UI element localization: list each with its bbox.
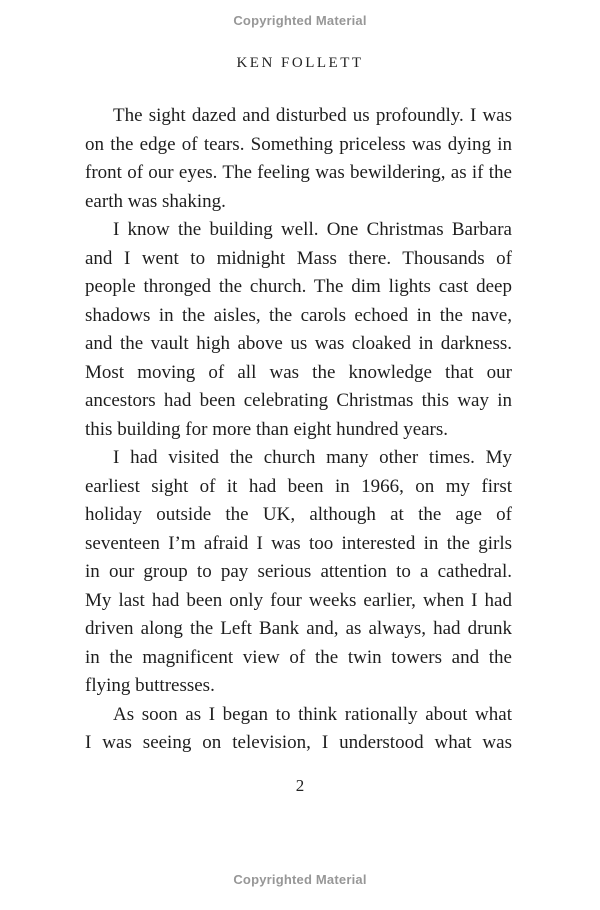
copyright-notice-top: Copyrighted Material — [233, 13, 367, 28]
text-line: shadows in the aisles, the carols echoed in the nave, — [85, 304, 512, 326]
text-line: I know the building well. One Christmas Barbara — [113, 219, 512, 240]
text-line: flying buttresses. — [85, 675, 215, 696]
page-number: 2 — [295, 776, 305, 795]
text-line: this building for more than eight hundred years. — [85, 418, 449, 440]
text-line: My last had been only four weeks earlier, when I had — [85, 589, 512, 611]
text-line: As soon as I began to think rationally about what — [113, 703, 512, 725]
text-line: in the magnificent view of the twin towers and the — [85, 646, 512, 668]
text-line: people thronged the church. The dim lights cast deep — [85, 276, 512, 297]
text-line: seventeen I’m afraid I was too interested in the girls — [85, 532, 512, 554]
text-line: and I went to midnight Mass there. Thousands of — [85, 247, 512, 269]
text-line: I was seeing on television, I understood what was — [85, 732, 512, 753]
paragraph — [85, 102, 512, 216]
running-head-author: KEN FOLLETT — [236, 55, 364, 71]
paragraph — [85, 444, 512, 701]
body-text — [85, 102, 512, 758]
paragraph — [85, 216, 512, 444]
text-line: ancestors had been celebrating Christmas this way in — [85, 390, 512, 411]
text-line: and the vault high above us was cloaked in darkness. — [85, 333, 512, 354]
text-line: driven along the Left Bank and, as always, had drunk — [85, 618, 512, 639]
text-line: on the edge of tears. Something priceless was dying in — [85, 133, 512, 155]
text-line: earliest sight of it had been in 1966, on my first — [85, 475, 512, 497]
paragraph — [85, 701, 512, 758]
text-line: Most moving of all was the knowledge that our — [85, 361, 512, 383]
copyright-notice-bottom: Copyrighted Material — [233, 872, 367, 887]
text-line: earth was shaking. — [85, 190, 226, 212]
text-line: front of our eyes. The feeling was bewildering, as if the — [85, 162, 512, 183]
text-line: in our group to pay serious attention to a cathedral. — [85, 561, 512, 582]
text-line: holiday outside the UK, although at the age of — [85, 504, 512, 525]
text-line: I had visited the church many other times. My — [113, 447, 512, 468]
text-line: The sight dazed and disturbed us profoundly. I was — [113, 105, 512, 126]
